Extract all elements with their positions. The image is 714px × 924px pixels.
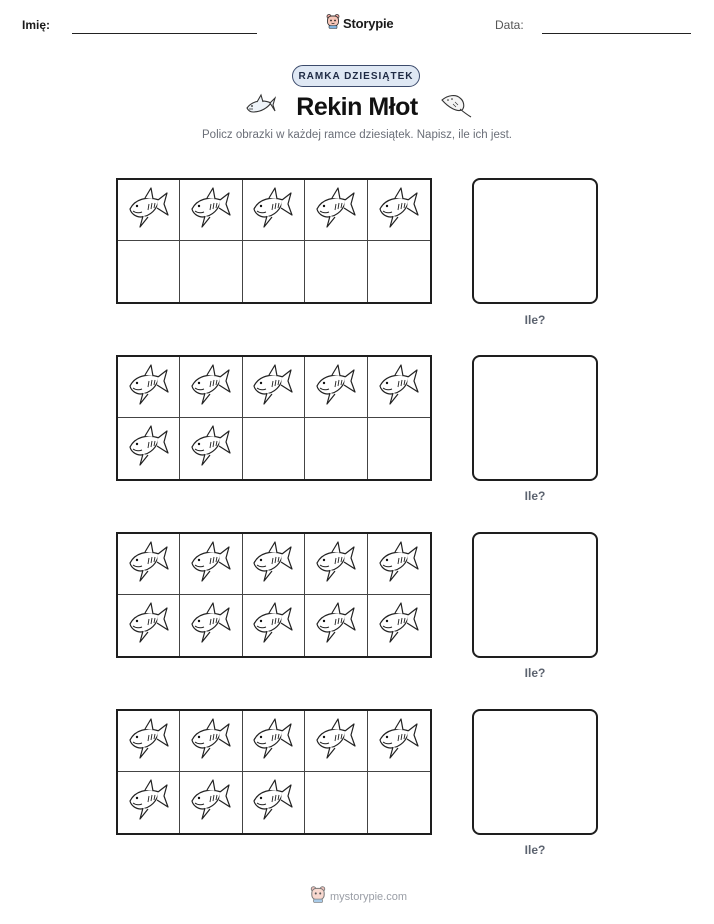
ten-frame [116,355,432,481]
shark-icon [313,600,359,651]
shark-icon [376,600,422,651]
shark-icon [313,716,359,767]
shark-icon [250,777,296,828]
shark-icon [126,423,172,474]
shark-icon [376,362,422,413]
shark-icon [376,716,422,767]
answer-box[interactable] [472,355,598,481]
ten-frame-cell [243,711,305,772]
shark-icon [313,539,359,590]
shark-icon [376,185,422,236]
answer-box[interactable] [472,178,598,304]
instructions: Policz obrazki w każdej ramce dziesiątek. Napisz, ile ich jest. [202,129,512,141]
ten-frame-cell [180,711,242,772]
ten-frame-cell [368,595,430,656]
ten-frame-cell [368,711,430,772]
ten-frame-cell [118,241,180,302]
shark-icon [250,600,296,651]
answer-box[interactable] [472,532,598,658]
ten-frame-cell [180,595,242,656]
date-label: Data: [495,18,524,32]
ten-frame-cell [368,772,430,833]
shark-icon [250,185,296,236]
date-field-line[interactable] [542,33,691,34]
answer-prompt: Ile? [524,313,546,327]
shark-icon [126,539,172,590]
shark-icon [188,423,234,474]
ten-frame-cell [180,418,242,479]
ten-frame-cell [243,357,305,418]
ten-frame [116,532,432,658]
shark-icon [188,600,234,651]
ten-frame-cell [243,418,305,479]
ten-frame-cell [305,418,367,479]
shark-icon [188,185,234,236]
ten-frame-cell [243,534,305,595]
shark-icon [250,539,296,590]
ten-frame-cell [243,595,305,656]
shark-icon [250,362,296,413]
shark-icon [313,362,359,413]
ten-frame-cell [118,180,180,241]
shark-icon [250,716,296,767]
footer-url: mystorypie.com [330,890,408,903]
storypie-mascot-icon [310,885,326,908]
ten-frame-cell [243,180,305,241]
worksheet-tag: RAMKA DZIESIĄTEK [292,65,420,87]
ten-frame-cell [305,595,367,656]
shark-icon [126,185,172,236]
shark-icon [188,539,234,590]
ten-frame-cell [180,180,242,241]
answer-box[interactable] [472,709,598,835]
ten-frame-cell [118,711,180,772]
shark-icon [376,539,422,590]
ten-frame-cell [368,180,430,241]
name-label: Imię: [22,18,51,32]
shark-icon [313,185,359,236]
brand-name: Storypie [343,16,394,31]
page-title: Rekin Młot [296,93,418,121]
ten-frame-cell [368,357,430,418]
ten-frame-cell [118,357,180,418]
ten-frame-cell [118,418,180,479]
shark-icon [126,600,172,651]
shark-icon [188,716,234,767]
ten-frame-cell [180,534,242,595]
answer-prompt: Ile? [524,489,546,503]
ten-frame-cell [118,534,180,595]
storypie-mascot-icon [326,13,340,34]
ten-frame [116,709,432,835]
shark-icon [126,716,172,767]
answer-prompt: Ile? [524,666,546,680]
ten-frame [116,178,432,304]
ten-frame-cell [118,595,180,656]
stingray-icon [438,90,472,125]
ten-frame-cell [118,772,180,833]
ten-frame-cell [368,418,430,479]
ten-frame-cell [368,534,430,595]
ten-frame-cell [180,241,242,302]
ten-frame-cell [243,241,305,302]
ten-frame-cell [305,357,367,418]
ten-frame-cell [305,772,367,833]
ten-frame-cell [243,772,305,833]
shark-icon [126,777,172,828]
ten-frame-cell [305,180,367,241]
ten-frame-cell [180,772,242,833]
shark-icon [188,362,234,413]
ten-frame-cell [368,241,430,302]
shark-icon [126,362,172,413]
name-field-line[interactable] [72,33,257,34]
ten-frame-cell [305,534,367,595]
ten-frame-cell [180,357,242,418]
ten-frame-cell [305,241,367,302]
brand-logo [326,13,393,34]
answer-prompt: Ile? [524,843,546,857]
footer [310,885,407,908]
ten-frame-cell [305,711,367,772]
shark-icon [188,777,234,828]
